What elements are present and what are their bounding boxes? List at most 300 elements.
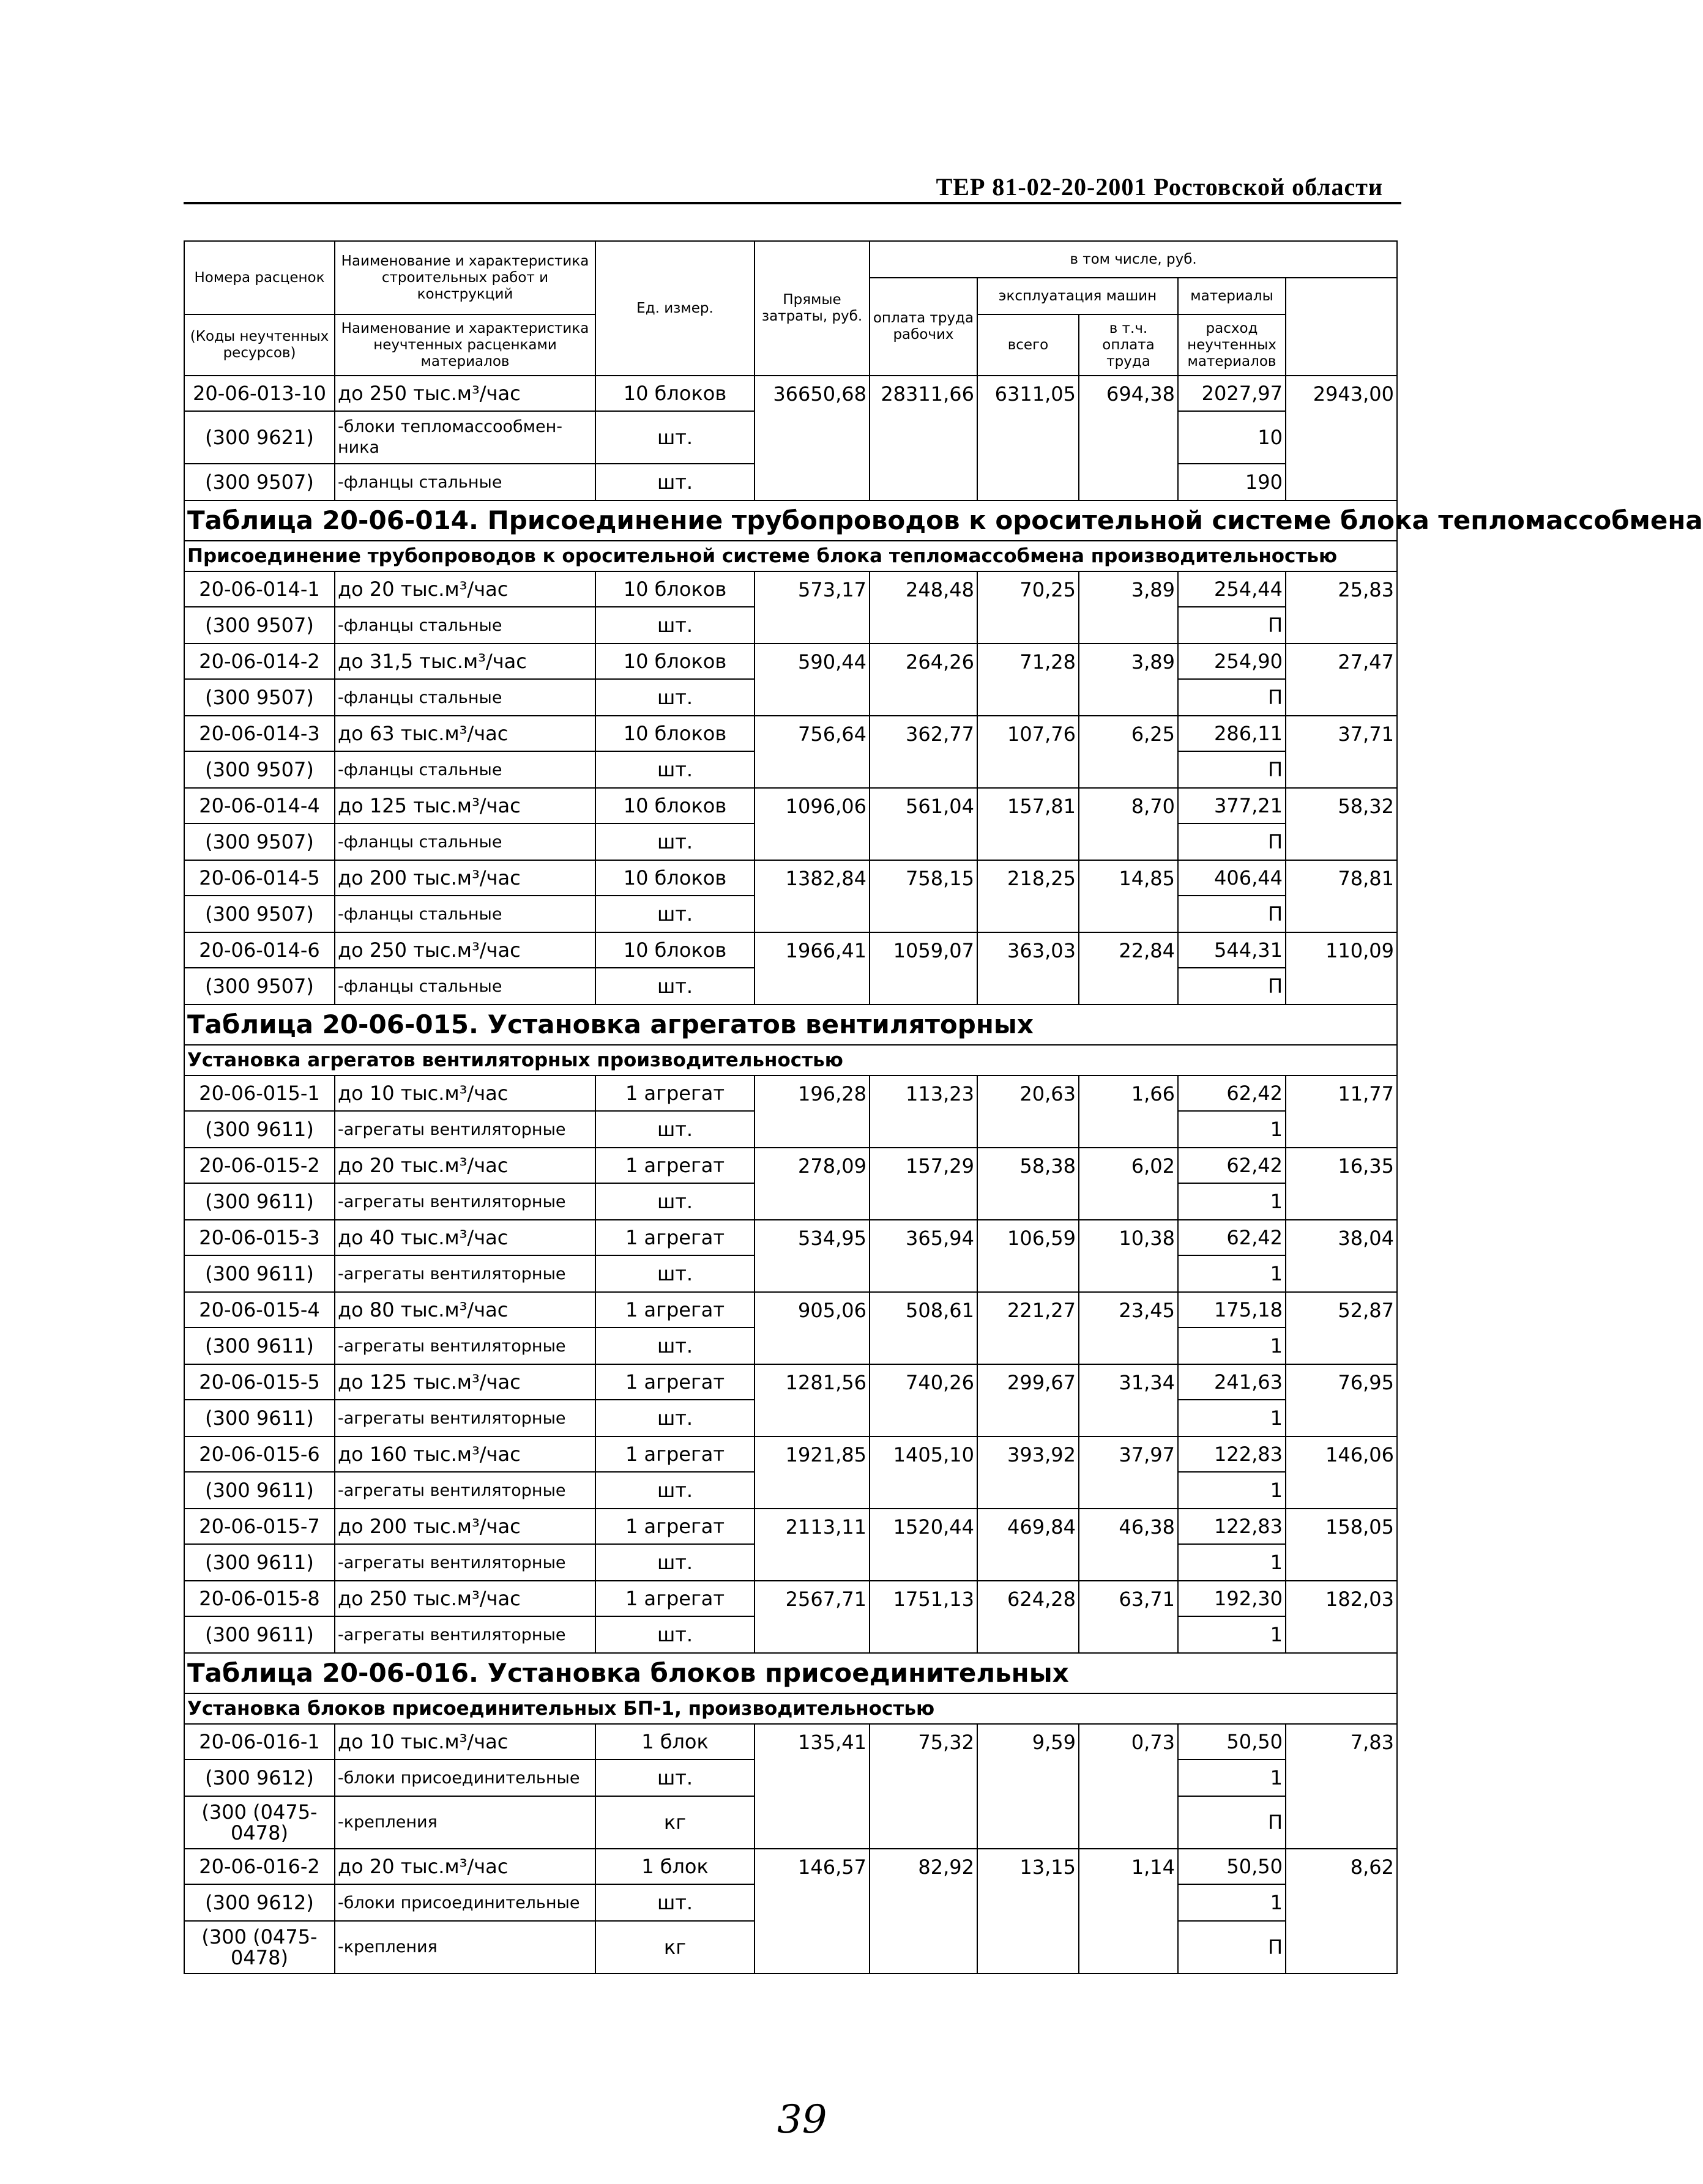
unit: 1 агрегат: [595, 1581, 755, 1616]
rate-code: (300 9507): [184, 679, 335, 716]
labor-costs: [1286, 1328, 1397, 1364]
labor-costs: 27,47: [1286, 644, 1397, 679]
labor-costs: [1286, 1472, 1397, 1509]
table-row: [184, 1724, 1397, 1759]
resource-row: [184, 1472, 1397, 1509]
resource-row: [184, 1921, 1397, 1974]
materials: 406,44: [1178, 860, 1286, 896]
machines-wage: 3,89: [1079, 644, 1178, 679]
direct-costs: [755, 464, 870, 500]
wage: 75,32: [870, 1724, 977, 1759]
work-name: до 10 тыс.м³/час: [335, 1075, 595, 1111]
work-name: -агрегаты вентиляторные: [335, 1111, 595, 1148]
materials: 50,50: [1178, 1849, 1286, 1884]
machines-total: [977, 411, 1079, 464]
direct-costs: 2567,71: [755, 1581, 870, 1616]
labor-costs: 52,87: [1286, 1292, 1397, 1328]
page-number: 39: [777, 2097, 827, 2142]
direct-costs: [755, 1759, 870, 1796]
machines-total: 70,25: [977, 571, 1079, 607]
machines-wage: [1079, 823, 1178, 860]
machines-total: [977, 1328, 1079, 1364]
header-name-sub: Наименование и характеристика неучтенных расценками материалов: [335, 314, 595, 376]
wage: [870, 896, 977, 932]
page-header: [184, 173, 1401, 204]
section-subtitle: Установка блоков присоединительных БП-1, производительностью: [184, 1693, 1397, 1724]
materials: 1: [1178, 1111, 1286, 1148]
work-name: до 200 тыс.м³/час: [335, 860, 595, 896]
table-row: [184, 788, 1397, 823]
labor-costs: 78,81: [1286, 860, 1397, 896]
direct-costs: [755, 607, 870, 644]
labor-costs: 8,62: [1286, 1849, 1397, 1884]
resource-row: [184, 1400, 1397, 1436]
labor-costs: 2943,00: [1286, 376, 1397, 411]
section-subtitle-row: [184, 1693, 1397, 1724]
unit: 10 блоков: [595, 644, 755, 679]
work-name: -агрегаты вентиляторные: [335, 1328, 595, 1364]
table-row: [184, 376, 1397, 411]
rate-code: 20-06-015-6: [184, 1436, 335, 1472]
rate-code: (300 9612): [184, 1884, 335, 1921]
work-name: до 10 тыс.м³/час: [335, 1724, 595, 1759]
unit: шт.: [595, 1759, 755, 1796]
resource-row: [184, 1884, 1397, 1921]
machines-wage: [1079, 1328, 1178, 1364]
labor-costs: [1286, 1884, 1397, 1921]
unit: 10 блоков: [595, 788, 755, 823]
wage: 365,94: [870, 1220, 977, 1255]
machines-total: 624,28: [977, 1581, 1079, 1616]
labor-costs: 76,95: [1286, 1364, 1397, 1400]
wage: [870, 968, 977, 1005]
section-subtitle-row: [184, 541, 1397, 571]
unit: 1 агрегат: [595, 1436, 755, 1472]
unit: шт.: [595, 1328, 755, 1364]
resource-row: [184, 1328, 1397, 1364]
rate-code: (300 9621): [184, 411, 335, 464]
unit: шт.: [595, 896, 755, 932]
header-unit: Ед. измер.: [595, 241, 755, 376]
section-subtitle: Присоединение трубопроводов к оросительной системе блока тепломассобмена производительностью: [184, 541, 1397, 571]
wage: 561,04: [870, 788, 977, 823]
rate-code: 20-06-015-5: [184, 1364, 335, 1400]
machines-total: [977, 751, 1079, 788]
resource-row: [184, 1111, 1397, 1148]
direct-costs: [755, 896, 870, 932]
machines-total: [977, 968, 1079, 1005]
machines-total: 13,15: [977, 1849, 1079, 1884]
machines-wage: 14,85: [1079, 860, 1178, 896]
materials: 62,42: [1178, 1148, 1286, 1183]
materials: П: [1178, 1796, 1286, 1849]
wage: [870, 1255, 977, 1292]
section-title-row: [184, 500, 1397, 541]
labor-costs: [1286, 896, 1397, 932]
wage: 1520,44: [870, 1509, 977, 1544]
machines-total: 20,63: [977, 1075, 1079, 1111]
wage: [870, 1472, 977, 1509]
direct-costs: [755, 1884, 870, 1921]
machines-wage: [1079, 1921, 1178, 1974]
work-name: -фланцы стальные: [335, 968, 595, 1005]
direct-costs: [755, 1111, 870, 1148]
machines-total: 218,25: [977, 860, 1079, 896]
wage: 758,15: [870, 860, 977, 896]
labor-costs: [1286, 1759, 1397, 1796]
unit: шт.: [595, 1884, 755, 1921]
work-name: до 125 тыс.м³/час: [335, 1364, 595, 1400]
machines-total: [977, 1921, 1079, 1974]
table-row: [184, 932, 1397, 968]
direct-costs: [755, 1400, 870, 1436]
unit: 10 блоков: [595, 376, 755, 411]
direct-costs: 2113,11: [755, 1509, 870, 1544]
machines-total: [977, 823, 1079, 860]
machines-wage: 1,66: [1079, 1075, 1178, 1111]
labor-costs: 16,35: [1286, 1148, 1397, 1183]
labor-costs: 11,77: [1286, 1075, 1397, 1111]
machines-wage: 8,70: [1079, 788, 1178, 823]
work-name: до 250 тыс.м³/час: [335, 1581, 595, 1616]
machines-wage: 23,45: [1079, 1292, 1178, 1328]
rate-code: 20-06-015-2: [184, 1148, 335, 1183]
unit: шт.: [595, 1255, 755, 1292]
machines-wage: 63,71: [1079, 1581, 1178, 1616]
materials: 254,44: [1178, 571, 1286, 607]
wage: 82,92: [870, 1849, 977, 1884]
wage: [870, 1616, 977, 1653]
unit: 1 агрегат: [595, 1075, 755, 1111]
materials: 1: [1178, 1616, 1286, 1653]
rate-code: (300 (0475-0478): [184, 1796, 335, 1849]
unit: шт.: [595, 1111, 755, 1148]
materials: 1: [1178, 1884, 1286, 1921]
wage: [870, 1328, 977, 1364]
direct-costs: [755, 1328, 870, 1364]
work-name: -агрегаты вентиляторные: [335, 1183, 595, 1220]
rate-code: (300 9611): [184, 1544, 335, 1581]
wage: [870, 1884, 977, 1921]
labor-costs: 158,05: [1286, 1509, 1397, 1544]
materials: 122,83: [1178, 1509, 1286, 1544]
header-materials: материалы: [1178, 278, 1286, 314]
unit: шт.: [595, 1472, 755, 1509]
direct-costs: 573,17: [755, 571, 870, 607]
unit: шт.: [595, 1400, 755, 1436]
resource-row: [184, 968, 1397, 1005]
direct-costs: 1281,56: [755, 1364, 870, 1400]
work-name: -блоки присоединительные: [335, 1759, 595, 1796]
unit: 1 агрегат: [595, 1509, 755, 1544]
work-name: до 200 тыс.м³/час: [335, 1509, 595, 1544]
materials: 1: [1178, 1544, 1286, 1581]
direct-costs: [755, 679, 870, 716]
direct-costs: 905,06: [755, 1292, 870, 1328]
machines-wage: [1079, 1884, 1178, 1921]
work-name: -агрегаты вентиляторные: [335, 1544, 595, 1581]
materials: 175,18: [1178, 1292, 1286, 1328]
machines-total: 9,59: [977, 1724, 1079, 1759]
resource-row: [184, 1759, 1397, 1796]
wage: 508,61: [870, 1292, 977, 1328]
unit: 1 блок: [595, 1724, 755, 1759]
rate-code: 20-06-014-6: [184, 932, 335, 968]
section-title: Таблица 20-06-015. Установка агрегатов вентиляторных: [184, 1005, 1397, 1045]
unit: 10 блоков: [595, 860, 755, 896]
rate-code: (300 9612): [184, 1759, 335, 1796]
machines-wage: [1079, 1400, 1178, 1436]
wage: 362,77: [870, 716, 977, 751]
header-name: Наименование и характеристика строительных работ и конструкций: [335, 241, 595, 314]
machines-total: 363,03: [977, 932, 1079, 968]
rate-code: (300 9611): [184, 1472, 335, 1509]
work-name: до 250 тыс.м³/час: [335, 376, 595, 411]
rate-code: (300 (0475-0478): [184, 1921, 335, 1974]
rate-code: (300 9611): [184, 1255, 335, 1292]
labor-costs: 25,83: [1286, 571, 1397, 607]
machines-wage: [1079, 464, 1178, 500]
work-name: -агрегаты вентиляторные: [335, 1255, 595, 1292]
table-row: [184, 1581, 1397, 1616]
machines-wage: 3,89: [1079, 571, 1178, 607]
machines-total: 157,81: [977, 788, 1079, 823]
machines-wage: [1079, 1796, 1178, 1849]
machines-total: [977, 1884, 1079, 1921]
machines-wage: 0,73: [1079, 1724, 1178, 1759]
table-row: [184, 1292, 1397, 1328]
machines-wage: [1079, 968, 1178, 1005]
direct-costs: 196,28: [755, 1075, 870, 1111]
document-title: ТЕР 81-02-20-2001 Ростовской области: [936, 173, 1383, 201]
materials: 1: [1178, 1328, 1286, 1364]
unit: 10 блоков: [595, 932, 755, 968]
labor-costs: 110,09: [1286, 932, 1397, 968]
machines-wage: 694,38: [1079, 376, 1178, 411]
work-name: -фланцы стальные: [335, 464, 595, 500]
rate-code: 20-06-014-1: [184, 571, 335, 607]
wage: [870, 1544, 977, 1581]
direct-costs: 36650,68: [755, 376, 870, 411]
rate-code: (300 9611): [184, 1328, 335, 1364]
direct-costs: [755, 968, 870, 1005]
machines-wage: 31,34: [1079, 1364, 1178, 1400]
header-code-sub: (Коды неучтенных ресурсов): [184, 314, 335, 376]
rate-code: (300 9507): [184, 968, 335, 1005]
wage: [870, 679, 977, 716]
rate-code: 20-06-015-3: [184, 1220, 335, 1255]
table-row: [184, 1364, 1397, 1400]
materials: П: [1178, 896, 1286, 932]
direct-costs: [755, 1616, 870, 1653]
rate-code: 20-06-016-2: [184, 1849, 335, 1884]
rate-code: 20-06-015-1: [184, 1075, 335, 1111]
rate-code: 20-06-015-8: [184, 1581, 335, 1616]
machines-total: 58,38: [977, 1148, 1079, 1183]
direct-costs: [755, 751, 870, 788]
unit: шт.: [595, 751, 755, 788]
materials: П: [1178, 607, 1286, 644]
resource-row: [184, 607, 1397, 644]
header-materials-sub: расход неучтенных материалов: [1178, 314, 1286, 376]
header-including: в том числе, руб.: [870, 241, 1397, 278]
labor-costs: [1286, 679, 1397, 716]
labor-costs: 7,83: [1286, 1724, 1397, 1759]
resource-row: [184, 679, 1397, 716]
unit: 1 агрегат: [595, 1364, 755, 1400]
unit: шт.: [595, 823, 755, 860]
wage: [870, 823, 977, 860]
machines-total: 469,84: [977, 1509, 1079, 1544]
machines-total: [977, 1472, 1079, 1509]
direct-costs: 135,41: [755, 1724, 870, 1759]
rate-code: 20-06-013-10: [184, 376, 335, 411]
labor-costs: 146,06: [1286, 1436, 1397, 1472]
work-name: до 80 тыс.м³/час: [335, 1292, 595, 1328]
wage: [870, 1796, 977, 1849]
machines-total: [977, 679, 1079, 716]
work-name: -агрегаты вентиляторные: [335, 1400, 595, 1436]
resource-row: [184, 1616, 1397, 1653]
labor-costs: [1286, 464, 1397, 500]
labor-costs: [1286, 1111, 1397, 1148]
resource-row: [184, 411, 1397, 464]
materials: 544,31: [1178, 932, 1286, 968]
work-name: -крепления: [335, 1921, 595, 1974]
labor-costs: [1286, 968, 1397, 1005]
wage: 1059,07: [870, 932, 977, 968]
direct-costs: 1096,06: [755, 788, 870, 823]
machines-wage: 22,84: [1079, 932, 1178, 968]
machines-wage: [1079, 1472, 1178, 1509]
work-name: -блоки тепломассообмен-ника: [335, 411, 595, 464]
resource-row: [184, 1183, 1397, 1220]
materials: 286,11: [1178, 716, 1286, 751]
wage: 1751,13: [870, 1581, 977, 1616]
machines-total: 393,92: [977, 1436, 1079, 1472]
direct-costs: 1966,41: [755, 932, 870, 968]
wage: [870, 607, 977, 644]
unit: кг: [595, 1921, 755, 1974]
materials: 1: [1178, 1759, 1286, 1796]
work-name: -блоки присоединительные: [335, 1884, 595, 1921]
machines-total: [977, 896, 1079, 932]
machines-wage: [1079, 1616, 1178, 1653]
machines-total: [977, 1544, 1079, 1581]
table-row: [184, 1849, 1397, 1884]
resource-row: [184, 823, 1397, 860]
materials: 122,83: [1178, 1436, 1286, 1472]
work-name: до 250 тыс.м³/час: [335, 932, 595, 968]
rate-code: (300 9507): [184, 607, 335, 644]
work-name: -агрегаты вентиляторные: [335, 1616, 595, 1653]
resource-row: [184, 1796, 1397, 1849]
direct-costs: 756,64: [755, 716, 870, 751]
header-machines-total: всего: [977, 314, 1079, 376]
materials: 241,63: [1178, 1364, 1286, 1400]
machines-total: 71,28: [977, 644, 1079, 679]
direct-costs: [755, 1796, 870, 1849]
table-header: [184, 241, 1397, 376]
unit: шт.: [595, 464, 755, 500]
machines-total: 106,59: [977, 1220, 1079, 1255]
materials: 1: [1178, 1183, 1286, 1220]
labor-costs: [1286, 751, 1397, 788]
machines-wage: 46,38: [1079, 1509, 1178, 1544]
direct-costs: 278,09: [755, 1148, 870, 1183]
rates-table: [184, 240, 1703, 1974]
materials: 254,90: [1178, 644, 1286, 679]
wage: 248,48: [870, 571, 977, 607]
materials: 1: [1178, 1255, 1286, 1292]
unit: 1 блок: [595, 1849, 755, 1884]
machines-wage: [1079, 411, 1178, 464]
rate-code: 20-06-015-7: [184, 1509, 335, 1544]
table-row: [184, 716, 1397, 751]
rate-code: (300 9507): [184, 464, 335, 500]
machines-wage: [1079, 1183, 1178, 1220]
materials: 190: [1178, 464, 1286, 500]
rate-code: (300 9611): [184, 1111, 335, 1148]
machines-wage: [1079, 1759, 1178, 1796]
rate-code: (300 9507): [184, 896, 335, 932]
materials: 2027,97: [1178, 376, 1286, 411]
direct-costs: 146,57: [755, 1849, 870, 1884]
machines-wage: [1079, 1255, 1178, 1292]
work-name: до 125 тыс.м³/час: [335, 788, 595, 823]
wage: [870, 1111, 977, 1148]
wage: [870, 1759, 977, 1796]
machines-total: [977, 1400, 1079, 1436]
unit: 1 агрегат: [595, 1148, 755, 1183]
wage: [870, 1921, 977, 1974]
materials: П: [1178, 679, 1286, 716]
unit: шт.: [595, 607, 755, 644]
rate-code: 20-06-015-4: [184, 1292, 335, 1328]
materials: 1: [1178, 1472, 1286, 1509]
unit: 1 агрегат: [595, 1292, 755, 1328]
machines-total: 107,76: [977, 716, 1079, 751]
section-title-row: [184, 1005, 1397, 1045]
unit: шт.: [595, 1616, 755, 1653]
rate-code: 20-06-014-2: [184, 644, 335, 679]
direct-costs: [755, 1183, 870, 1220]
direct-costs: 1921,85: [755, 1436, 870, 1472]
labor-costs: 38,04: [1286, 1220, 1397, 1255]
work-name: до 160 тыс.м³/час: [335, 1436, 595, 1472]
header-wage: оплата труда рабочих: [870, 278, 977, 376]
labor-costs: [1286, 1921, 1397, 1974]
machines-total: 221,27: [977, 1292, 1079, 1328]
materials: 62,42: [1178, 1220, 1286, 1255]
labor-costs: [1286, 1183, 1397, 1220]
labor-costs: [1286, 1255, 1397, 1292]
work-name: -фланцы стальные: [335, 607, 595, 644]
machines-total: 299,67: [977, 1364, 1079, 1400]
wage: [870, 411, 977, 464]
direct-costs: [755, 1472, 870, 1509]
machines-wage: 37,97: [1079, 1436, 1178, 1472]
machines-wage: [1079, 1544, 1178, 1581]
machines-wage: [1079, 679, 1178, 716]
machines-total: 6311,05: [977, 376, 1079, 411]
resource-row: [184, 896, 1397, 932]
unit: 10 блоков: [595, 716, 755, 751]
materials: 50,50: [1178, 1724, 1286, 1759]
wage: [870, 751, 977, 788]
machines-total: [977, 607, 1079, 644]
work-name: до 40 тыс.м³/час: [335, 1220, 595, 1255]
